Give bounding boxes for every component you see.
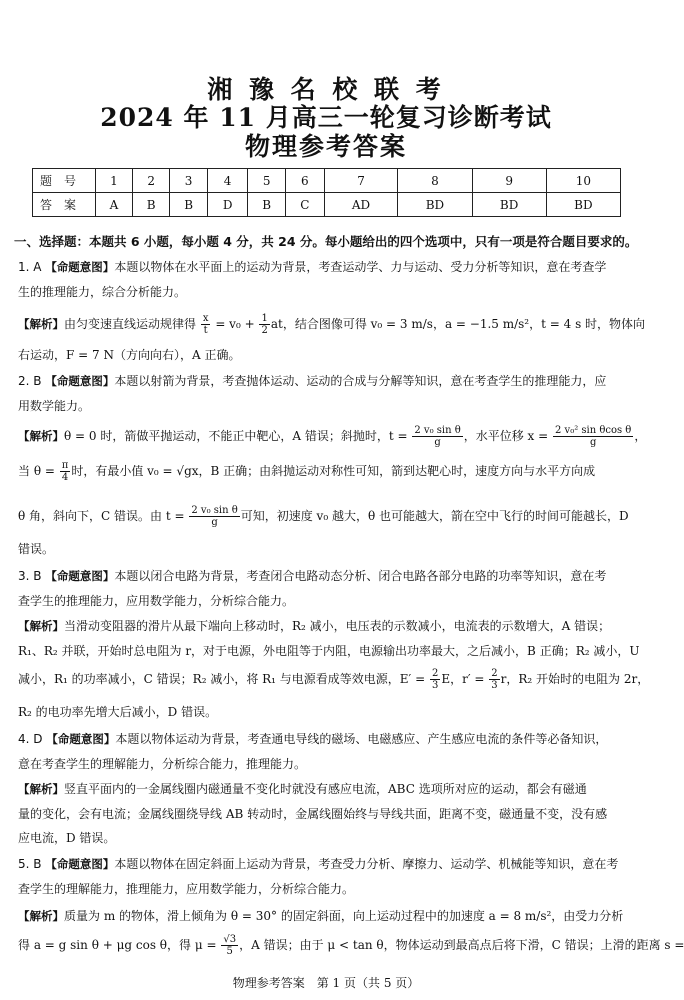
q1-analysis-mid: = v₀ + (215, 317, 255, 331)
q2-intent-line (18, 372, 636, 389)
q2-analysis-pre: θ = 0 时，箭做平抛运动，不能正中靶心，A 错误；斜抛时，t = (64, 429, 408, 443)
fraction-denominator: 3 (491, 680, 498, 691)
fraction-numerator: √3 (223, 934, 237, 945)
q5-analysis-line (18, 907, 636, 924)
q1-analysis-line (18, 313, 646, 336)
answer-row (33, 193, 621, 217)
q5-number: 5. B (18, 857, 42, 871)
q2-fraction-pi-over-4 (60, 460, 71, 483)
fraction-numerator: 2 (431, 668, 439, 679)
answer-table (32, 168, 621, 217)
answer-cell: C (285, 193, 324, 217)
q2-analysis-line (18, 425, 647, 448)
analysis-tag: 【解析】 (18, 909, 64, 923)
answer-cell: BD (472, 193, 546, 217)
intent-tag: 【命题意图】 (45, 857, 115, 871)
fraction-denominator: t (203, 325, 208, 336)
q4-intent-text: 本题以物体运动为背景，考查通电导线的磁场、电磁感应、产生感应电流的条件等必备知识， (115, 732, 608, 746)
q1-fraction-half (259, 313, 269, 336)
q4-analysis-line (18, 780, 636, 797)
q4-intent-line (18, 730, 636, 747)
fraction-numerator: 1 (261, 313, 268, 324)
q3-intent-line (18, 567, 636, 584)
q2-intent-line2: 用数学能力。 (18, 399, 91, 413)
q5-fraction-mu (221, 934, 238, 957)
fraction-numerator: π (61, 460, 69, 471)
analysis-tag: 【解析】 (18, 317, 64, 331)
q3-fraction-two-thirds (430, 668, 440, 691)
q3-analysis3-pre: 减小，R₁ 的功率减小，C 错误；R₂ 减小，将 R₁ 与电源看成等效电源，E′ = (18, 672, 426, 686)
q3-analysis-line (18, 617, 636, 634)
q2-intent-text: 本题以射箭为背景，考查抛体运动、运动的合成与分解等知识，意在考查学生的推理能力，应 (114, 374, 607, 388)
analysis-tag: 【解析】 (18, 429, 64, 443)
answer-cell: B (170, 193, 207, 217)
exam-name-title: 2024 年 11 月高三一轮复习诊断考试 (100, 103, 552, 132)
q3-analysis-text: 当滑动变阻器的滑片从最下端向上移动时，R₂ 减小，电压表的示数减小，电流表的示数增大，A 错误； (64, 619, 611, 633)
answer-cell: BD (398, 193, 472, 217)
answer-key-title: 物理参考答案 (244, 132, 407, 161)
question-number-cell: 3 (170, 169, 207, 193)
intent-tag: 【命题意图】 (45, 569, 115, 583)
q4-analysis-line3: 应电流，D 错误。 (18, 831, 116, 845)
question-number-cell: 7 (324, 169, 398, 193)
q5-intent-line (18, 855, 636, 872)
q2-analysis-line2 (18, 460, 636, 483)
intent-tag: 【命题意图】 (45, 374, 115, 388)
q3-analysis3-post: r，R₂ 开始时的电阻为 2r， (500, 672, 650, 686)
q2-analysis2-post: 时，有最小值 v₀ = √gx，B 正确；由斜抛运动对称性可知，箭到达靶心时，速度方向与水平方向成 (71, 464, 596, 478)
q3-number: 3. B (18, 569, 42, 583)
question-number-cell: 9 (472, 169, 546, 193)
page-footer: 物理参考答案 第 1 页（共 5 页） (232, 976, 420, 990)
q2-analysis-end: ， (634, 429, 647, 443)
answer-cell: D (207, 193, 248, 217)
answer-cell: B (132, 193, 169, 217)
fraction-denominator: g (211, 517, 218, 528)
q1-intent-line2: 生的推理能力，综合分析能力。 (18, 285, 187, 299)
q2-fraction-time-2 (189, 505, 239, 528)
fraction-denominator: g (589, 437, 597, 448)
q2-analysis3-post: 可知，初速度 v₀ 越大，θ 也可能越大，箭在空中飞行的时间可能越长，D (240, 509, 629, 523)
q2-analysis-line4: 错误。 (18, 542, 55, 556)
question-number-cell: 10 (546, 169, 620, 193)
question-number-label: 题号 (33, 169, 96, 193)
analysis-tag: 【解析】 (18, 619, 64, 633)
q2-analysis-mid: ，水平位移 x = (463, 429, 549, 443)
q1-analysis-pre: 由匀变速直线运动规律得 (64, 317, 197, 331)
fraction-denominator: 5 (226, 946, 233, 957)
question-number-cell: 1 (96, 169, 133, 193)
q5-analysis-text: 质量为 m 的物体，滑上倾角为 θ = 30° 的固定斜面，向上运动过程中的加速度 a = 8 m/s²，由受力分析 (64, 909, 624, 923)
fraction-denominator: 4 (61, 472, 69, 483)
section-heading: 一、选择题：本题共 6 小题，每小题 4 分，共 24 分。每小题给出的四个选项中，只有一项是符合题目要求的。 (14, 234, 638, 249)
question-number-cell: 8 (398, 169, 472, 193)
answer-cell: A (96, 193, 133, 217)
q5-intent-line2: 查学生的理解能力，推理能力，应用数学能力，分析综合能力。 (18, 882, 355, 896)
q4-number: 4. D (18, 732, 43, 746)
question-number-cell: 5 (248, 169, 285, 193)
question-number-row (33, 169, 621, 193)
q1-fraction-x-over-t (201, 313, 211, 336)
q3-fraction-two-thirds-r (489, 668, 499, 691)
answer-cell: AD (324, 193, 398, 217)
answer-cell: BD (546, 193, 620, 217)
q1-analysis-post: at，结合图像可得 v₀ = 3 m/s，a = −1.5 m/s²，t = 4 s 时，物体向 (270, 317, 646, 331)
fraction-numerator: 2 v₀ sin θ (191, 505, 238, 516)
q2-fraction-time (412, 425, 462, 448)
q1-analysis-line2: 右运动，F = 7 N（方向向右），A 正确。 (18, 348, 241, 362)
q5-intent-text: 本题以物体在固定斜面上运动为背景，考查受力分析、摩擦力、运动学、机械能等知识，意在考 (114, 857, 619, 871)
fraction-numerator: x (202, 313, 209, 324)
q2-analysis2-pre: 当 θ = (18, 464, 55, 478)
q4-intent-line2: 意在考查学生的理解能力，分析综合能力，推理能力。 (18, 757, 307, 771)
answer-label: 答案 (33, 193, 96, 217)
question-number-cell: 6 (285, 169, 324, 193)
fraction-denominator: 3 (431, 680, 439, 691)
q5-analysis2-post: ，A 错误；由于 μ < tan θ，物体运动到最高点后将下滑，C 错误；上滑的距离 s = (239, 938, 684, 952)
q2-fraction-displacement (553, 425, 633, 448)
q3-intent-text: 本题以闭合电路为背景，考查闭合电路动态分析、闭合电路各部分电路的功率等知识，意在考 (114, 569, 607, 583)
q1-intent-line (18, 258, 636, 275)
q3-analysis-line4: R₂ 的电功率先增大后减小，D 错误。 (18, 705, 218, 719)
intent-tag: 【命题意图】 (45, 260, 115, 274)
question-number-cell: 4 (207, 169, 248, 193)
question-number-cell: 2 (132, 169, 169, 193)
q4-analysis-text: 竖直平面内的一金属线圈内磁通量不变化时就没有感应电流，ABC 选项所对应的运动，都会有磁通 (64, 782, 587, 796)
intent-tag: 【命题意图】 (46, 732, 116, 746)
q1-intent-text: 本题以物体在水平面上的运动为背景，考查运动学、力与运动、受力分析等知识，意在考查学 (114, 260, 607, 274)
fraction-numerator: 2 v₀ sin θ (414, 425, 461, 436)
fraction-denominator: g (434, 437, 441, 448)
fraction-denominator: 2 (261, 325, 268, 336)
q5-analysis-line2 (18, 934, 684, 957)
q5-analysis2-pre: 得 a = g sin θ + μg cos θ，得 μ = (18, 938, 217, 952)
answer-cell: B (248, 193, 285, 217)
q3-analysis-line2: R₁、R₂ 并联，开始时总电阻为 r，对于电源，外电阻等于内阻，电源输出功率最大，之后减小，B 正确；R₂ 减小，U (18, 644, 640, 658)
q2-analysis-line3 (18, 505, 636, 528)
q2-number: 2. B (18, 374, 42, 388)
q3-intent-line2: 查学生的推理能力，应用数学能力，分析综合能力。 (18, 594, 295, 608)
exam-alliance-title: 湘 豫 名 校 联 考 (207, 75, 445, 104)
analysis-tag: 【解析】 (18, 782, 64, 796)
q3-analysis3-mid: E，r′ = (441, 672, 485, 686)
q2-analysis3-pre: θ 角，斜向下，C 错误。由 t = (18, 509, 185, 523)
fraction-numerator: 2 v₀² sin θcos θ (555, 425, 632, 436)
q1-number: 1. A (18, 260, 42, 274)
q4-analysis-line2: 量的变化，会有电流；金属线圈绕导线 AB 转动时，金属线圈始终与导线共面，距离不变，磁通量不变，没有感 (18, 807, 608, 821)
q3-analysis-line3 (18, 668, 650, 691)
fraction-numerator: 2 (491, 668, 498, 679)
